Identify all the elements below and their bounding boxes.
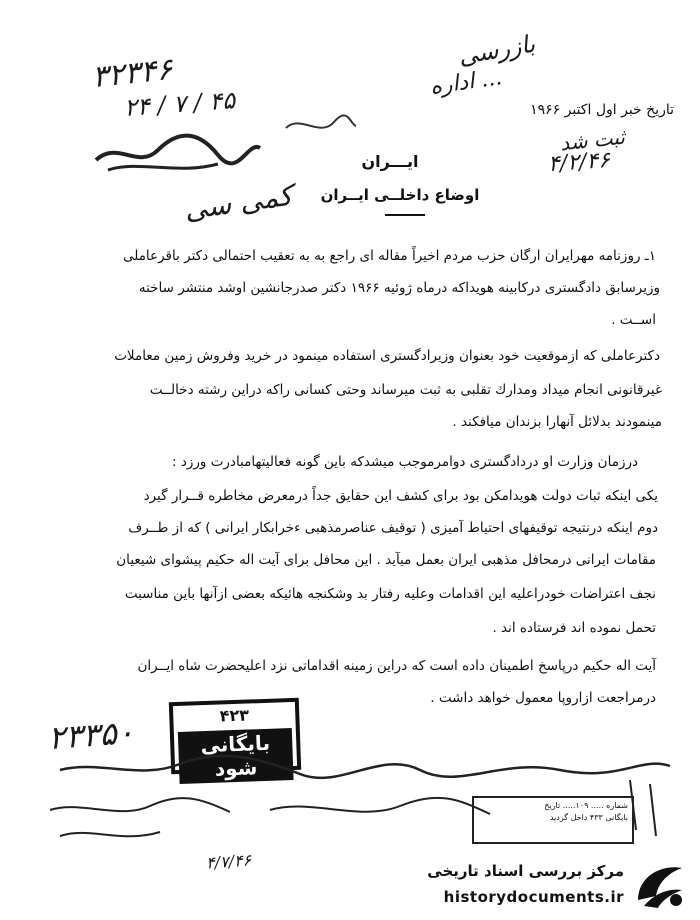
stamp-label: بایگانی شود bbox=[178, 728, 294, 784]
body-line: دوم اینکه درنتیجه توقیفهای احتیاط آمیزی ( توقیف عناصرمذهبی ءخرابکار ایرانی ) که از طــرف bbox=[128, 520, 658, 536]
body-line: آیت اله حکیم درپاسخ اطمینان داده است که دراین زمینه اقداماتی نزد اعلیحضرت شاه ایــران bbox=[137, 658, 656, 674]
body-line: نجف اعتراضات خودراعلیه این اقدامات وعلیه رفتار بد وشکنجه هائیکه بعضی ازآنها باین مناسبت bbox=[124, 586, 656, 602]
handwritten-scribble bbox=[88, 120, 268, 180]
document-subtitle: اوضاع داخلــی ایــران bbox=[320, 186, 480, 204]
handwritten-top-right-2: اداره ... bbox=[428, 65, 504, 100]
watermark-logo bbox=[394, 856, 694, 916]
body-line: اســت . bbox=[611, 312, 656, 328]
registry-box bbox=[472, 796, 634, 844]
body-line: وزیرسابق دادگستری درکابینه هویداکه درماه ژوئیه ۱۹۶۶ دکتر صدرجانشین اوشد منتشر ساخته bbox=[138, 280, 660, 296]
subtitle-underline bbox=[385, 214, 425, 216]
body-line: مقامات ایرانی درمحافل مذهبی ایران بعمل میآید . این محافل برای آیت اله حکیم پیشوای شیعیان bbox=[116, 552, 656, 568]
stamp-number: ۴۲۳ bbox=[219, 705, 250, 726]
handwritten-mark bbox=[280, 104, 360, 144]
handwritten-bottom-date: ۴/۷/۴۶ bbox=[205, 850, 252, 873]
body-line: درمراجعت ازاروپا معمول خواهد داشت . bbox=[430, 690, 656, 706]
handwritten-side-note-2: ۴/۲/۴۶ bbox=[547, 147, 611, 178]
body-line: ۱ـ روزنامه مهرایران ارگان حزب مردم اخیراً مقاله ای راجع به به تعقیب احتمالی دکتر باقرعاملی bbox=[122, 248, 656, 264]
body-line: درزمان وزارت او دردادگستری دوامرموجب میشدکه باین گونه فعالیتهامبادرت ورزد : bbox=[172, 454, 638, 470]
body-line: مینمودند بدلائل آنهارا بزندان میافکند . bbox=[452, 414, 662, 430]
body-line: غیرقانونی انجام میداد ومدارك تقلبی به ثبت میرساند وحتی کسانی راکه دراین رشته دخالــت bbox=[149, 382, 662, 398]
registry-line-2: بایگانی ۴۳۳ داخل گردید bbox=[549, 813, 628, 822]
handwritten-top-right-1: بازرسی bbox=[456, 29, 538, 71]
body-line: یکی اینکه ثبات دولت هویدامکن بود برای کشف این حقایق جداً درمعرض مخاطره قــرار گیرد bbox=[143, 488, 658, 504]
handwritten-side-note-1: ثبت شد bbox=[558, 124, 626, 156]
document-title: ایـــران bbox=[361, 152, 419, 171]
logo-text-fa: مرکز بررسی اسناد تاریخی bbox=[427, 862, 624, 880]
handwritten-archive-number: ۳۲۳۴۶ bbox=[90, 51, 175, 96]
date-line: تاریخ خبر اول اکتبر ۱۹۶۶ bbox=[530, 102, 674, 118]
logo-text-en: historydocuments.ir bbox=[443, 888, 624, 906]
body-line: دکترعاملی که ازموقعیت خود بعنوان وزیرادگستری استفاده مینمود در خرید وفروش زمین معاملات bbox=[114, 348, 660, 364]
handwritten-bottom-number: ۲۳۳۵۰ bbox=[46, 713, 136, 757]
handwritten-note: کمی سی bbox=[182, 178, 295, 227]
registry-line-1: شماره ..... ۱۰۹..... تاریخ bbox=[544, 801, 628, 810]
logo-emblem-icon bbox=[632, 860, 688, 912]
body-line: تحمل نموده اند فرستاده اند . bbox=[492, 620, 656, 636]
handwritten-date: ۲۴ / ۷ / ۴۵ bbox=[123, 86, 236, 122]
